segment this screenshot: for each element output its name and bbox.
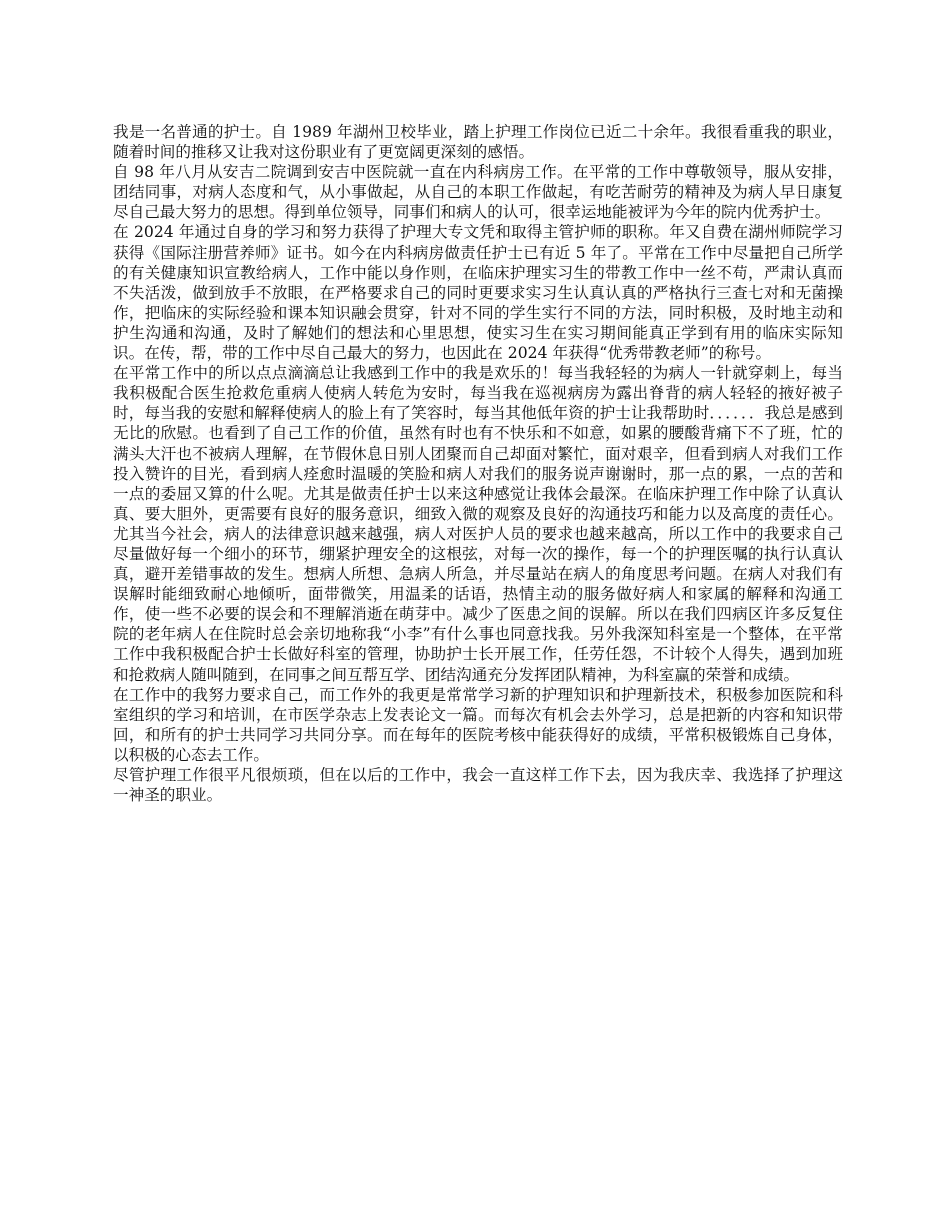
paragraph-learning: 在工作中的我努力要求自己，而工作外的我更是常常学习新的护理知识和护理新技术，积极参加医院和科室组织的学习和培训，在市医学杂志上发表论文一篇。而每次有机会去外学习，总是把新的内容和知识带回，和所有的护士共同学习共同分享。而在每年的医院考核中能获得好的成绩，平常积极锻炼自己身体，以积极的心态去工作。 xyxy=(113,685,843,764)
paragraph-conclusion: 尽管护理工作很平凡很烦琐，但在以后的工作中，我会一直这样工作下去，因为我庆幸、我选择了护理这一神圣的职业。 xyxy=(113,766,843,805)
paragraph-education-teaching: 在 2024 年通过自身的学习和努力获得了护理大专文凭和取得主管护师的职称。年又自费在湖州师院学习获得《国际注册营养师》证书。如今在内科病房做责任护士已有近 5 年了。平常在工作中尽量把自己所学的有关健康知识宣教给病人，工作中能以身作则，在临床护理实习生的带教工作中一丝不苟，严肃认真而不失活泼，做到放手不放眼，在严格要求自己的同时更要求实习生认真认真的严格执行三查七对和无菌操作，把临床的实际经验和课本知识融会贯穿，针对不同的学生实行不同的方法，同时积极，及时地主动和护生沟通和沟通，及时了解她们的想法和心里思想，使实习生在实习期间能真正学到有用的临床实际知识。在传，帮，带的工作中尽自己最大的努力，也因此在 2024 年获得“优秀带教老师”的称号。 xyxy=(113,223,843,363)
paragraph-intro: 我是一名普通的护士。自 1989 年湖州卫校毕业，踏上护理工作岗位已近二十余年。我很看重我的职业，随着时间的推移又让我对这份职业有了更宽阔更深刻的感悟。 xyxy=(113,123,843,162)
paragraph-daily-work: 在平常工作中的所以点点滴滴总让我感到工作中的我是欢乐的！每当我轻轻的为病人一针就穿刺上，每当我积极配合医生抢救危重病人使病人转危为安时，每当我在巡视病房为露出脊背的病人轻轻的掖好被子时，每当我的安慰和解释使病人的脸上有了笑容时，每当其他低年资的护士让我帮助时．．．．．．我总是感到无比的欣慰。也看到了自己工作的价值，虽然有时也有不快乐和不如意，如累的腰酸背痛下不了班，忙的满头大汗也不被病人理解，在节假休息日别人团聚而自己却面对繁忙，面对艰辛，但看到病人对我们工作投入赞许的目光，看到病人痊愈时温暖的笑脸和病人对我们的服务说声谢谢时，那一点的累，一点的苦和一点的委屈又算的什么呢。尤其是做责任护士以来这种感觉让我体会最深。在临床护理工作中除了认真认真、要大胆外，更需要有良好的服务意识，细致入微的观察及良好的沟通技巧和能力以及高度的责任心。尤其当今社会，病人的法律意识越来越强，病人对医护人员的要求也越来越高，所以工作中的我要求自己尽量做好每一个细小的环节，绷紧护理安全的这根弦，对每一次的操作，每一个的护理医嘱的执行认真认真，避开差错事故的发生。想病人所想、急病人所急，并尽量站在病人的角度思考问题。在病人对我们有误解时能细致耐心地倾听，面带微笑，用温柔的话语，热情主动的服务做好病人和家属的解释和沟通工作，使一些不必要的误会和不理解消逝在萌芽中。减少了医患之间的误解。所以在我们四病区许多反复住院的老年病人在住院时总会亲切地称我“小李”有什么事也同意找我。另外我深知科室是一个整体，在平常工作中我积极配合护士长做好科室的管理，协助护士长开展工作，任劳任怨，不计较个人得失，遇到加班和抢救病人随叫随到，在同事之间互帮互学、团结沟通充分发挥团队精神，为科室赢的荣誉和成绩。 xyxy=(113,364,843,684)
paragraph-work-history: 自 98 年八月从安吉二院调到安吉中医院就一直在内科病房工作。在平常的工作中尊敬领导，服从安排，团结同事，对病人态度和气，从小事做起，从自己的本职工作做起，有吃苦耐劳的精神及为病人早日康复尽自己最大努力的思想。得到单位领导，同事们和病人的认可，很幸运地能被评为今年的院内优秀护士。 xyxy=(113,163,843,222)
document-body xyxy=(113,122,843,805)
